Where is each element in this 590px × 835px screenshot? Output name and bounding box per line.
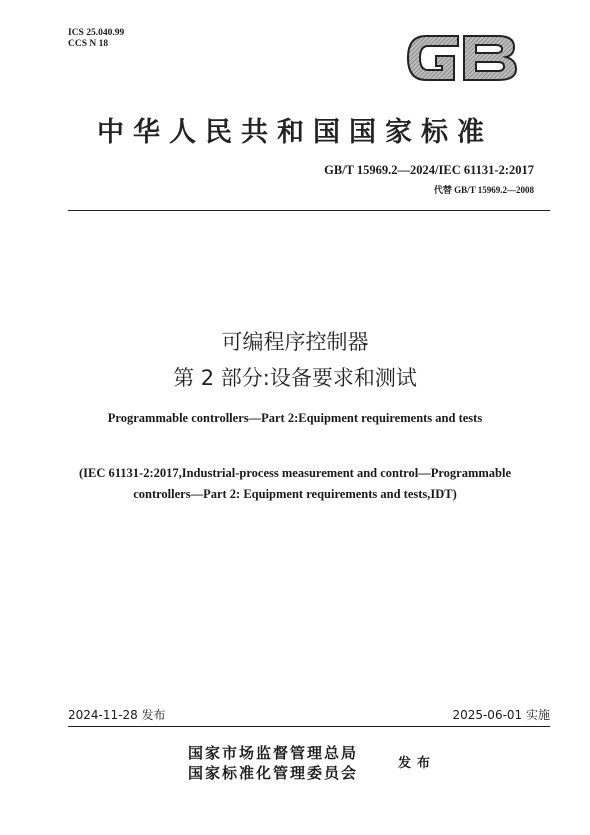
issuer-samr: 国家市场监督管理总局: [188, 744, 359, 762]
national-standard-title: 中华人民共和国国家标准: [97, 117, 493, 148]
english-title: Programmable controllers—Part 2:Equipment requirements and tests: [107, 411, 483, 425]
issuer-sac: 国家标准化管理委员会: [188, 764, 359, 782]
publish-label: 发布: [398, 756, 437, 771]
ics-code: ICS 25.040.99: [68, 28, 125, 38]
top-divider: [68, 210, 550, 211]
implementation-date: 2025-06-01 实施: [452, 708, 550, 722]
gb-standard-logo-icon: [402, 26, 520, 90]
adoption-note-line2: controllers—Part 2: Equipment requirements and tests,IDT): [133, 487, 457, 501]
classification-codes: [68, 28, 124, 50]
chinese-title-line2: 第 2 部分:设备要求和测试: [173, 366, 417, 390]
replaces-standard: 代替 GB/T 15969.2—2008: [433, 185, 534, 195]
gb-logo-graphic: [402, 26, 520, 90]
bottom-divider: [68, 726, 550, 727]
chinese-title-line1: 可编程序控制器: [221, 330, 369, 354]
issue-date: 2024-11-28 发布: [68, 708, 166, 722]
ccs-code: CCS N 18: [68, 39, 109, 49]
standard-code: GB/T 15969.2—2024/IEC 61131-2:2017: [324, 163, 534, 177]
adoption-note-line1: (IEC 61131-2:2017,Industrial-process measurement and control—Programmable: [78, 466, 512, 480]
